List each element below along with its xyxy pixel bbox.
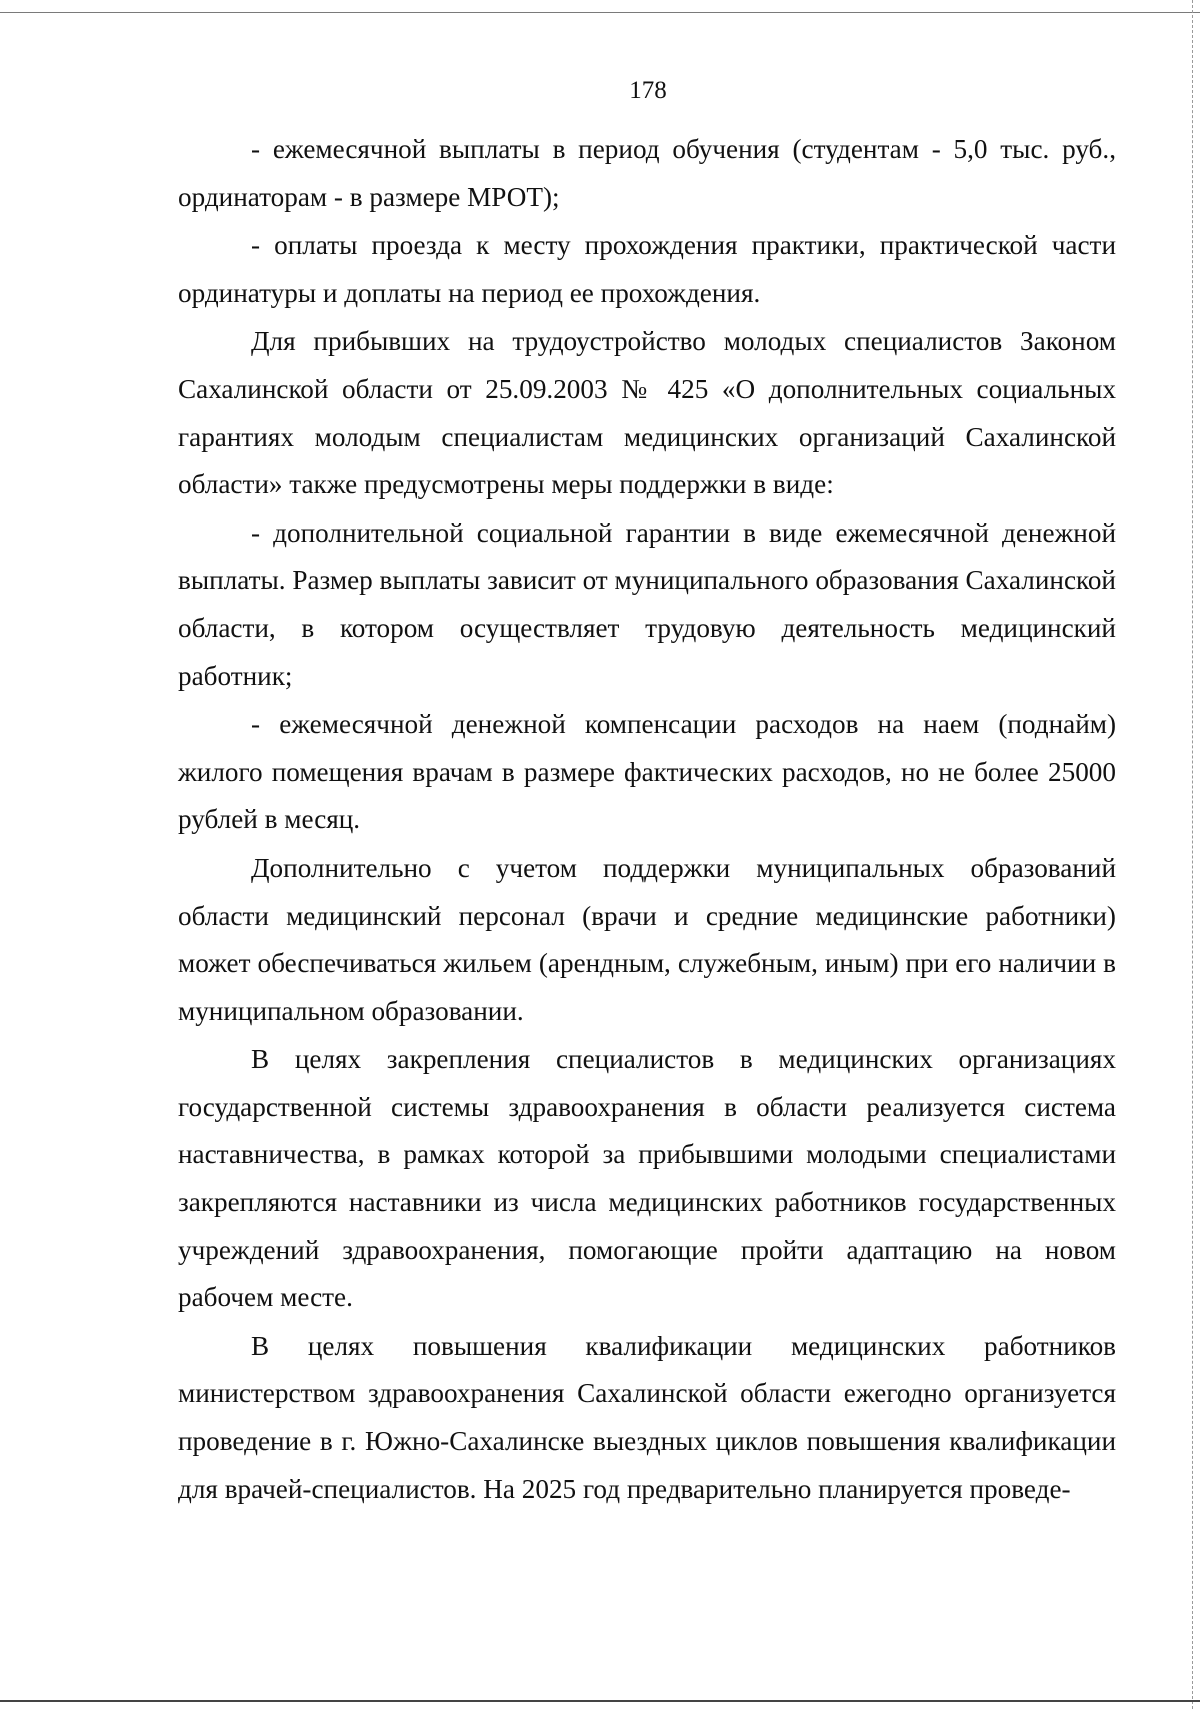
paragraph-travel-payment: - оплаты проезда к месту прохождения практики, практической части ординатуры и доплаты на период ее прохождения. (178, 230, 1116, 308)
document-body (178, 126, 1116, 1513)
paragraph-mentorship: В целях закрепления специалистов в медицинских организациях государственной системы здравоохранения в области реализуется система наставничества, в рамках которой за прибывшими молодыми специалистами закрепляются наставники из числа медицинских работников государственных учреждений здравоохранения, помогающие пройти адаптацию на новом рабочем месте. (178, 1044, 1116, 1313)
paragraph-social-guarantee: - дополнительной социальной гарантии в виде ежемесячной денежной выплаты. Размер выплаты зависит от муниципального образования Сахалинской области, в котором осуществляет трудовую деятельность медицинский работник; (178, 517, 1116, 691)
paragraph-municipal-housing: Дополнительно с учетом поддержки муниципальных образований области медицинский персонал (врачи и средние медицинские работники) может обеспечиваться жильем (арендным, служебным, иным) при его наличии в муниципальном образовании. (178, 852, 1116, 1026)
page-number: 178 (629, 77, 667, 104)
paragraph-qualification: В целях повышения квалификации медицинских работников министерством здравоохранения Сахалинской области ежегодно организуется проведение в г. Южно-Сахалинске выездных циклов повышения квалификации для врачей-специалистов. На 2025 год предварительно планируется проведе- (178, 1330, 1116, 1504)
paragraph-monthly-payment: - ежемесячной выплаты в период обучения (студентам - 5,0 тыс. руб., ординаторам - в размере МРОТ); (178, 134, 1116, 212)
scan-right-edge (1192, 0, 1193, 1709)
scan-bottom-edge (0, 1700, 1200, 1702)
scan-top-edge (0, 12, 1200, 13)
paragraph-law-support: Для прибывших на трудоустройство молодых специалистов Законом Сахалинской области от 25.09.2003 № 425 «О дополнительных социальных гарантиях молодым специалистам медицинских организаций Сахалинской области» также предусмотрены меры поддержки в виде: (178, 326, 1116, 500)
paragraph-housing-compensation: - ежемесячной денежной компенсации расходов на наем (поднайм) жилого помещения врачам в размере фактических расходов, но не более 25000 рублей в месяц. (178, 709, 1116, 835)
